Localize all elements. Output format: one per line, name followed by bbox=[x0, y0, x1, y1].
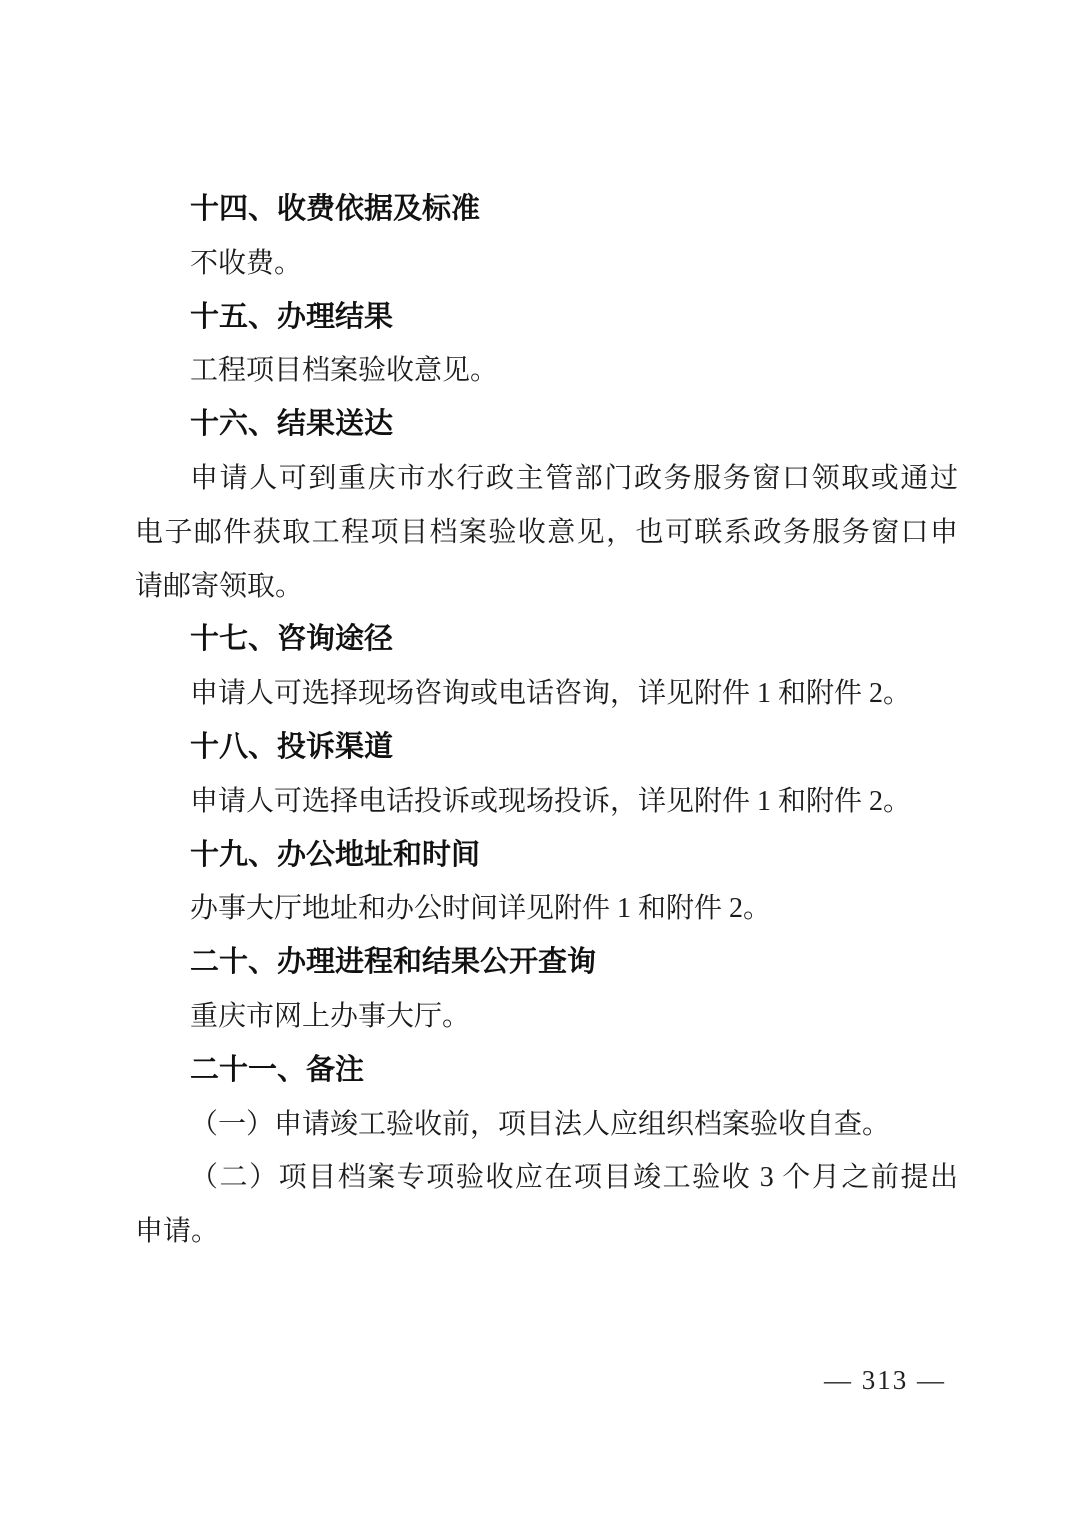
section-heading: 十七、咨询途径 bbox=[190, 623, 394, 656]
body-line: 申请人可选择现场咨询或电话咨询，详见附件 1 和附件 2。 bbox=[190, 678, 912, 710]
section-heading: 二十、办理进程和结果公开查询 bbox=[190, 946, 597, 979]
section-heading: 十五、办理结果 bbox=[190, 300, 394, 333]
body-line: 申请人可到重庆市水行政主管部门政务服务窗口领取或通过 bbox=[190, 462, 958, 494]
body-line: 电子邮件获取工程项目档案验收意见，也可联系政务服务窗口申 bbox=[135, 516, 958, 548]
body-line: 不收费。 bbox=[190, 247, 303, 279]
body-line: 办事大厅地址和办公时间详见附件 1 和附件 2。 bbox=[190, 893, 772, 925]
document-content bbox=[135, 183, 958, 1259]
body-line: （二）项目档案专项验收应在项目竣工验收 3 个月之前提出 bbox=[190, 1162, 958, 1194]
page-number: — 313 — bbox=[824, 1365, 946, 1395]
body-line: 工程项目档案验收意见。 bbox=[190, 355, 499, 387]
body-line: （一）申请竣工验收前，项目法人应组织档案验收自查。 bbox=[190, 1108, 891, 1140]
section-heading: 二十一、备注 bbox=[190, 1053, 365, 1086]
body-line: 请邮寄领取。 bbox=[135, 570, 304, 602]
body-line: 申请人可选择电话投诉或现场投诉，详见附件 1 和附件 2。 bbox=[190, 785, 912, 817]
body-line: 重庆市网上办事大厅。 bbox=[190, 1000, 471, 1032]
section-heading: 十六、结果送达 bbox=[190, 408, 394, 441]
body-line: 申请。 bbox=[135, 1216, 220, 1248]
section-heading: 十九、办公地址和时间 bbox=[190, 838, 481, 871]
section-heading: 十八、投诉渠道 bbox=[190, 730, 394, 763]
section-heading: 十四、收费依据及标准 bbox=[190, 193, 481, 225]
